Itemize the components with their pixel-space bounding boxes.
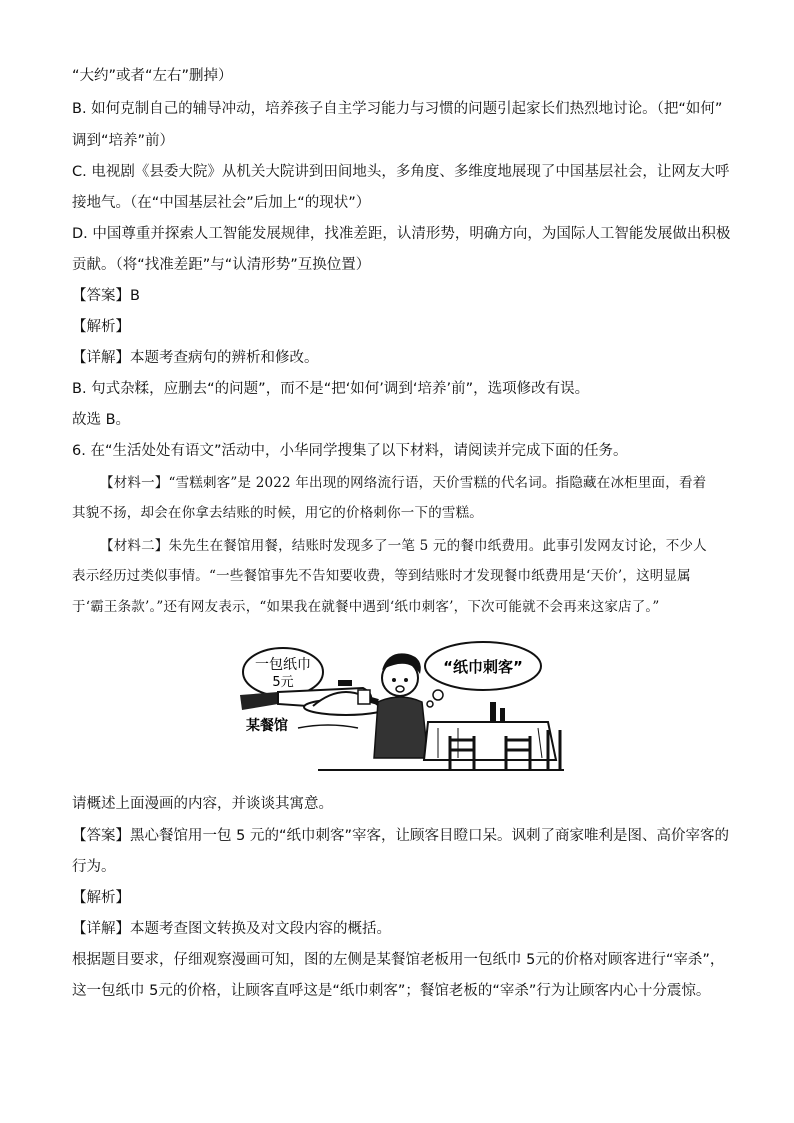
table — [424, 722, 556, 760]
text-line: 接地气。（在“中国基层社会”后加上“的现状”） — [72, 195, 371, 211]
detail-line: 【详解】本题考查图文转换及对文段内容的概括。 — [72, 921, 391, 937]
restaurant-label: 某餐馆 — [246, 718, 288, 734]
material-one: 【材料一】“雪糕刺客”是 2022 年出现的网络流行语，天价雪糕的代名词。指隐藏在冰柜里面，看着 — [100, 475, 707, 491]
text-line: “大约”或者“左右”删掉） — [72, 68, 233, 84]
answer-label: 【答案】B — [72, 288, 140, 304]
task-prompt: 请概述上面漫画的内容，并谈谈其寓意。 — [72, 796, 333, 812]
question-6: 6. 在“生活处处有语文”活动中，小华同学搜集了以下材料，请阅读并完成下面的任务。 — [72, 443, 628, 459]
text-line: 故选 B。 — [72, 412, 131, 428]
bubble-text: “纸巾刺客” — [443, 658, 523, 676]
sign-text-2: 5元 — [272, 675, 294, 690]
material-two-cont: 表示经历过类似事情。“一些餐馆事先不告知要收费，等到结账时才发现餐巾纸费用是‘天价’，这明显属 — [72, 568, 691, 584]
text-line: 行为。 — [72, 859, 116, 875]
text-line: B. 句式杂糅，应删去“的问题”，而不是“把‘如何’调到‘培养’前”，选项修改有误。 — [72, 381, 590, 397]
detail-line: 【详解】本题考查病句的辨析和修改。 — [72, 350, 319, 366]
arm-shape — [240, 692, 278, 710]
text-line: 根据题目要求，仔细观察漫画可知，图的左侧是某餐馆老板用一包纸巾 5元的价格对顾客进行“宰杀”， — [72, 952, 725, 968]
material-two: 【材料二】朱先生在餐馆用餐，结账时发现多了一笔 5 元的餐巾纸费用。此事引发网友讨论，不少人 — [100, 538, 707, 554]
material-two-cont: 于‘霸王条款’。”还有网友表示，“如果我在就餐中遇到‘纸巾刺客’，下次可能就不会再来这家店了。” — [72, 599, 660, 615]
sign-text-1: 一包纸巾 — [255, 657, 311, 673]
customer-body — [374, 697, 428, 758]
analysis-label: 【解析】 — [72, 890, 130, 906]
analysis-label: 【解析】 — [72, 319, 130, 335]
option-c: C. 电视剧《县委大院》从机关大院讲到田间地头，多角度、多维度地展现了中国基层社会，让网友大呼 — [72, 164, 730, 180]
option-d: D. 中国尊重并探索人工智能发展规律，找准差距，认清形势，明确方向，为国际人工智能发展做出积极 — [72, 226, 731, 242]
answer-line: 【答案】黑心餐馆用一包 5 元的“纸巾刺客”宰客，让顾客目瞪口呆。讽刺了商家唯利是图、高价宰客的 — [72, 828, 729, 844]
cartoon-image — [238, 640, 564, 775]
material-one-cont: 其貌不扬，却会在你拿去结账的时候，用它的价格刺你一下的雪糕。 — [72, 505, 483, 521]
text-line: 这一包纸巾 5元的价格，让顾客直呼这是“纸巾刺客”；餐馆老板的“宰杀”行为让顾客内心十分震惊。 — [72, 983, 711, 999]
text-line: 调到“培养”前） — [72, 133, 175, 149]
text-line: 贡献。（将“找准差距”与“认清形势”互换位置） — [72, 257, 371, 273]
tissue-pack — [358, 690, 370, 704]
option-b: B. 如何克制自己的辅导冲动，培养孩子自主学习能力与习惯的问题引起家长们热烈地讨论。（把“如何” — [72, 101, 723, 117]
